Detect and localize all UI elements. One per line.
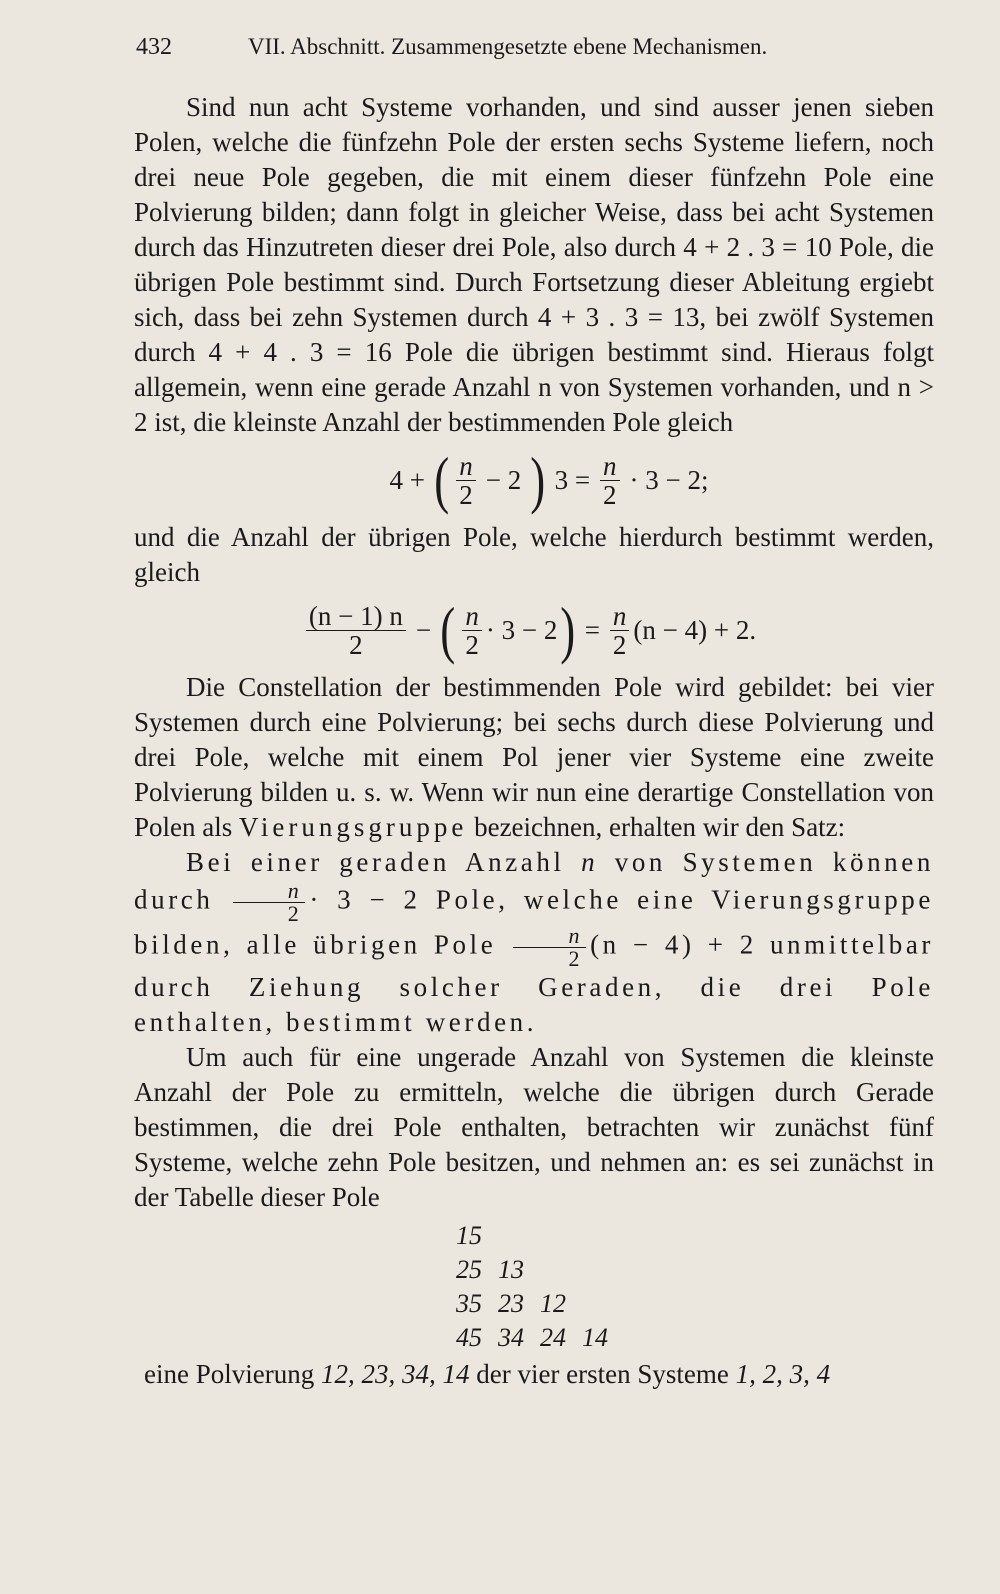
equation-2 [134, 590, 934, 670]
page-body [134, 90, 934, 1392]
pole-table-row [456, 1253, 934, 1287]
eq1-paren-close: ) [530, 444, 546, 515]
theorem-n: n [581, 847, 599, 877]
pole-table-row [456, 1287, 934, 1321]
page-number: 432 [136, 34, 172, 60]
system-numbers: 1, 2, 3, 4 [735, 1359, 831, 1389]
eq2-fraction-1 [306, 602, 406, 659]
theorem-frac2-num: n [513, 925, 586, 948]
paragraph-5-part-1: eine Polvierung [144, 1359, 315, 1389]
eq2-frac1-den: 2 [349, 629, 363, 660]
theorem-frac1-num: n [233, 880, 306, 903]
eq1-frac1-den: 2 [459, 479, 473, 510]
paragraph-1: Sind nun acht Systeme vorhanden, und sind ausser jenen sieben Polen, welche die fünfzehn Pole der ersten sechs Systeme liefern, noch drei neue Pole gegeben, die mit einem dieser fünfzehn Pole eine Polvierung bilden; dann folgt in gleicher Weise, dass bei acht Systemen durch das Hinzutreten dieser drei Pole, also durch 4 + 2 . 3 = 10 Pole, die übrigen Pole bestimmt sind. Durch Fortsetzung dieser Ableitung ergiebt sich, dass bei zehn Systemen durch 4 + 3 . 3 = 13, bei zwölf Systemen durch 4 + 4 . 3 = 16 Pole die übrigen bestimmt sind. Hieraus folgt allgemein, wenn eine gerade Anzahl n von Systemen vorhanden, und n > 2 ist, die kleinste Anzahl der bestimmenden Pole gleich [134, 92, 934, 437]
pole-table-cell: 24 [540, 1323, 566, 1352]
eq1-minus2: − 2 [485, 464, 522, 495]
eq2-fraction-3 [610, 602, 630, 659]
paragraph-2: und die Anzahl der übrigen Pole, welche hierdurch bestimmt werden, gleich [134, 522, 934, 587]
pole-table-cell: 35 [456, 1289, 482, 1318]
theorem-part-3: · 3 − 2 Pole, welche eine Vierungsgruppe bilden, alle übrigen Pole [134, 884, 934, 960]
theorem-part-2: von Systemen können durch [134, 847, 934, 915]
eq1-frac2-num: n [600, 452, 620, 481]
paragraph-4: Um auch für eine ungerade Anzahl von Systemen die kleinste Anzahl der Pole zu ermitteln, welche die übrigen durch Gerade bestimmen, die drei Pole enthalten, betrachten wir zunächst fünf Systeme, welche zehn Pole besitzen, und nehmen an: es sei zunächst in der Tabelle dieser Pole [134, 1042, 934, 1212]
theorem-fraction-2 [513, 925, 586, 970]
eq2-frac3-den: 2 [612, 629, 627, 660]
equation-1 [134, 440, 934, 520]
paragraph-5-part-2: der vier ersten Systeme [476, 1359, 729, 1389]
pole-table-cell: 14 [582, 1323, 608, 1352]
eq2-paren-close: ) [560, 594, 576, 665]
theorem-fraction-1 [233, 880, 306, 925]
theorem-statement [134, 845, 934, 1040]
eq2-frac2-num: n [462, 602, 482, 631]
pole-table-row [456, 1321, 934, 1355]
running-title: VII. Abschnitt. Zusammengesetzte ebene Mechanismen. [248, 34, 768, 59]
eq2-frac3-num: n [610, 602, 630, 631]
polvierung-poles: 12, 23, 34, 14 [320, 1359, 470, 1389]
eq1-dot3: · 3 − 2; [629, 464, 709, 495]
pole-table-cell: 25 [456, 1255, 482, 1284]
term-vierungsgruppe: Vierungsgruppe [239, 812, 468, 842]
pole-table-cell: 12 [540, 1289, 566, 1318]
eq1-frac1-num: n [456, 452, 476, 481]
eq2-fraction-2 [462, 602, 482, 659]
eq2-minus: − [415, 614, 432, 645]
eq2-dot3m2: · 3 − 2 [485, 614, 558, 645]
pole-table [456, 1219, 934, 1355]
paragraph-3-part-b: bezeichnen, erhalten wir den Satz: [474, 812, 846, 842]
theorem-part-4: (n − 4) + 2 unmittelbar durch Ziehung solcher Geraden, die drei Pole enthalten, bestimmt werden. [134, 929, 935, 1037]
eq2-equals: = [584, 614, 600, 645]
pole-table-cell: 15 [456, 1221, 482, 1250]
eq2-tail: (n − 4) + 2. [633, 614, 757, 645]
eq1-term-a: 4 + [389, 464, 425, 495]
pole-table-cell: 23 [498, 1289, 524, 1318]
eq2-paren-open: ( [440, 594, 456, 665]
theorem-frac1-den: 2 [287, 901, 303, 926]
eq2-frac2-den: 2 [465, 629, 479, 660]
pole-table-cell: 45 [456, 1323, 482, 1352]
theorem-frac2-den: 2 [568, 946, 584, 971]
theorem-part-1: Bei einer geraden Anzahl [186, 847, 565, 877]
paragraph-5 [134, 1357, 934, 1392]
eq1-fraction-1 [456, 452, 476, 509]
eq1-frac2-den: 2 [603, 479, 617, 510]
pole-table-cell: 13 [498, 1255, 524, 1284]
eq1-fraction-2 [600, 452, 620, 509]
paragraph-3 [134, 670, 934, 845]
pole-table-row [456, 1219, 934, 1253]
page-header [136, 34, 936, 66]
eq2-frac1-num: (n − 1) n [306, 602, 406, 631]
pole-table-cell: 34 [498, 1323, 524, 1352]
paragraph-3-part-a: Die Constellation der bestimmenden Pole wird gebildet: bei vier Systemen durch eine Polvierung; bei sechs durch diese Polvierung und drei Pole, welche mit einem Pol jener vier Systeme eine zweite Polvierung bilden u. s. w. Wenn wir nun eine derartige Constellation von Polen als [134, 672, 934, 842]
eq1-paren-open: ( [434, 444, 450, 515]
eq1-three-eq: 3 = [554, 464, 591, 495]
